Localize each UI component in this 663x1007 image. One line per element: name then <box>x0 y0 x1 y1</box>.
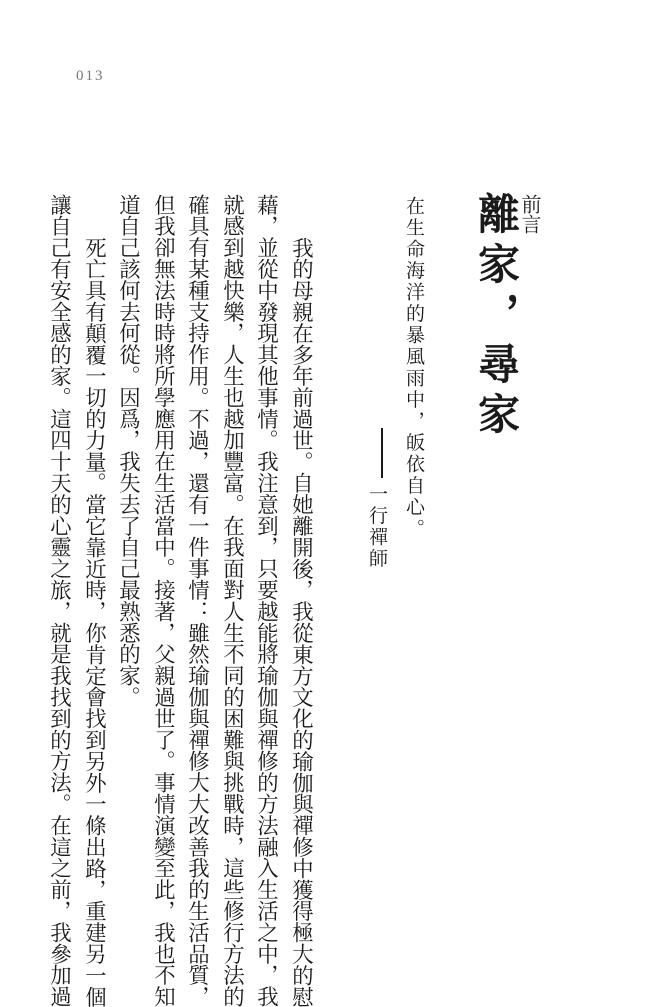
body-column-4: 確具有某種支持作用。不過，還有一件事情：雖然瑜伽與禪修大大改善我的生活品質， <box>184 194 210 1007</box>
section-label: 前言 <box>518 194 542 234</box>
body-column-3: 就感到越快樂，人生也越加豐富。在我面對人生不同的困難與挑戰時，這些修行方法的 <box>219 194 245 1007</box>
body-column-7: 死亡具有顛覆一切的力量。當它靠近時，你肯定會找到另外一條出路，重建另一個 <box>81 237 107 1007</box>
em-dash-rule <box>381 428 383 478</box>
epigraph-attribution <box>367 428 386 570</box>
attribution-name: 一行禪師 <box>366 484 388 570</box>
page-number: 013 <box>76 68 105 84</box>
body-column-6: 道自己該何去何從。因爲，我失去了自己最熟悉的家。 <box>115 194 141 708</box>
epigraph-quote: 在生命海洋的暴風雨中，皈依自心。 <box>403 196 425 540</box>
body-column-1: 我的母親在多年前過世。自她離開後，我從東方文化的瑜伽與禪修中獲得極大的慰 <box>288 237 314 1007</box>
chapter-title: 離家，尋家 <box>472 192 521 442</box>
body-column-5: 但我卻無法時時將所學應用在生活當中。接著，父親過世了。事情演變至此，我也不知 <box>150 194 176 1007</box>
body-column-2: 藉，並從中發現其他事情。我注意到，只要越能將瑜伽與禪修的方法融入生活之中，我 <box>253 194 279 1007</box>
body-column-8: 讓自己有安全感的家。這四十天的心靈之旅，就是我找到的方法。在這之前，我參加過 <box>46 194 72 1007</box>
